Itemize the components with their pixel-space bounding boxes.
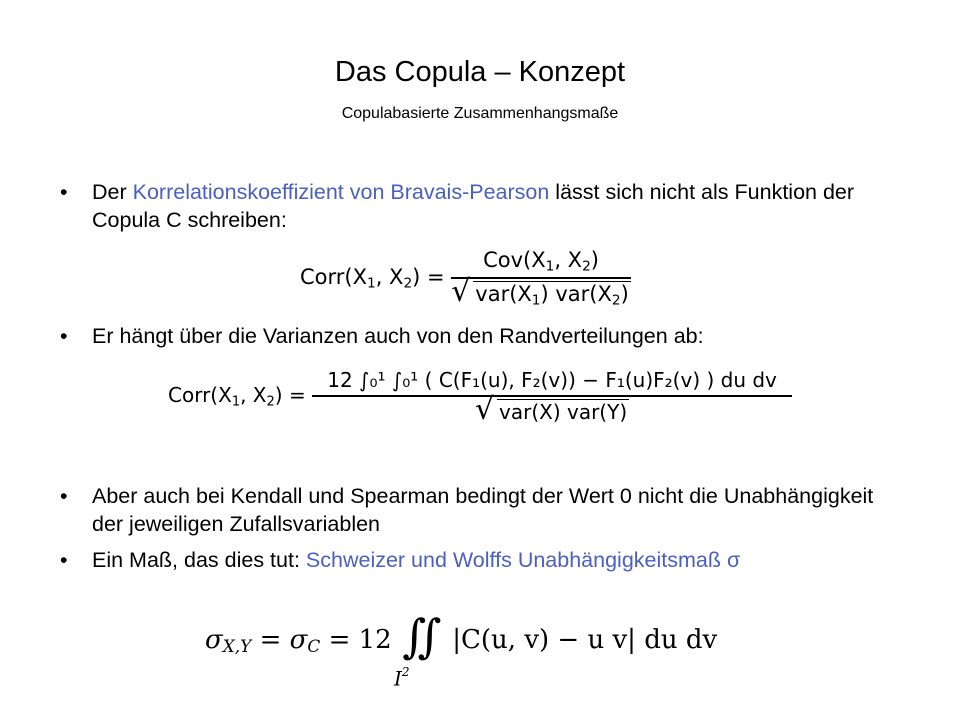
bullet-4-text [92,546,910,574]
bullet-dot: • [60,548,68,572]
formula-2-lhs: $Corr(X_1$, $X_2$) = [168,382,306,409]
formula-pearson [300,248,631,309]
formula-3-sigma-c: $\sigma_C$ [289,625,321,657]
formula-3-domain: $I^2$ [393,665,410,691]
bullet-4-pre: Ein Maß, das dies tut: [92,548,306,572]
bullet-1-highlight: Korrelationskoeffizient von Bravais-Pearson [132,180,550,204]
formula-1-fraction: $Cov(X_1$, $X_2$) √ $var(X_1)$ $var(X_2)$ [451,248,629,310]
bullet-1-post: lässt sich nicht als Funktion der Copula C schreiben: [92,180,855,232]
formula-3-integrand: |C(u, v) − u v| du dv [452,625,718,655]
bullet-dot: • [60,484,68,508]
double-integral-icon: ∬ $I^2$ [393,609,442,691]
bullet-3 [60,482,910,538]
bullet-dot: • [60,324,68,348]
slide-subtitle: Copulabasierte Zusammenhangsmaße [341,105,619,122]
formula-3-sigma-xy: $\sigma_{X,Y}$ [205,625,252,657]
slide-title: Das Copula – Konzept [334,56,626,88]
bullet-1-pre: Der [92,180,133,204]
bullet-1 [60,178,910,234]
bullet-1-text [92,178,910,234]
formula-2-fraction: 12 ∫₀¹ ∫₀¹ ( C(F₁(u), F₂(v)) − F₁(u)F₂(v) ) du dv √ var(X) var(Y) [312,368,792,424]
formula-1-lhs: $Corr(X_1$, $X_2$) = [300,265,445,292]
formula-3-factor: = 12 [328,625,392,655]
bullet-dot: • [60,180,68,204]
bullet-3-text: Aber auch bei Kendall und Spearman bedingt der Wert 0 nicht die Unabhängigkeit der jeweiligen Zufallsvariablen [92,484,874,536]
bullet-2-text: Er hängt über die Varianzen auch von den Randverteilungen ab: [92,324,704,348]
formula-copula-corr [168,368,792,427]
formula-schweizer-wolff: $\sigma_{X,Y} = \sigma_C = 12$ ∬ $I^2$ |C(u, v) − u v| du dv [205,609,718,691]
bullet-4-highlight: Schweizer und Wolffs Unabhängigkeitsmaß σ [305,548,741,572]
bullet-4 [60,546,910,574]
bullet-2 [60,322,910,350]
